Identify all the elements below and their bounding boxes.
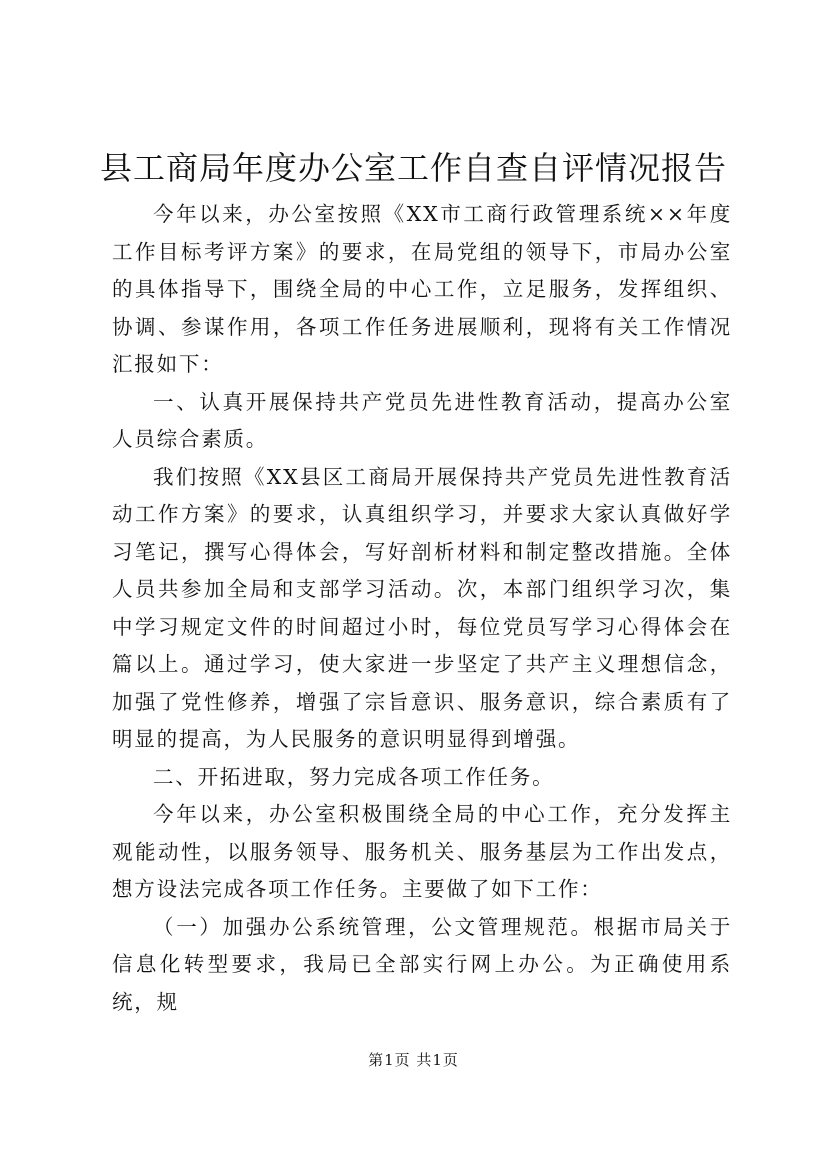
paragraph-intro: 今年以来，办公室按照《XX市工商行政管理系统××年度工作目标考评方案》的要求，在局党组的领导下，市局办公室的具体指导下，围绕全局的中心工作，立足服务，发挥组织、协调、参谋作用，各项工作任务进展顺利，现将有关工作情况汇报如下：: [112, 202, 732, 376]
section-heading-2: 二、开拓进取，努力完成各项工作任务。: [153, 764, 555, 789]
paragraph-work: 今年以来，办公室积极围绕全局的中心工作，充分发挥主观能动性，以服务领导、服务机关、服务基层为工作出发点，想方设法完成各项工作任务。主要做了如下工作：: [112, 802, 732, 901]
document-title: 县工商局年度办公室工作自查自评情况报告: [99, 149, 727, 187]
document-body: [112, 196, 732, 1021]
paragraph-office-system: （一）加强办公系统管理，公文管理规范。根据市局关于信息化转型要求，我局已全部实行网上办公。为正确使用系统，规: [112, 914, 732, 1014]
paragraph-study: 我们按照《XX县区工商局开展保持共产党员先进性教育活动工作方案》的要求，认真组织学习，并要求大家认真做好学习笔记，撰写心得体会，写好剖析材料和制定整改措施。全体人员共参加全局和支部学习活动。次，本部门组织学习次，集中学习规定文件的时间超过小时，每位党员写学习心得体会在篇以上。通过学习，使大家进一步坚定了共产主义理想信念，加强了党性修养，增强了宗旨意识、服务意识，综合素质有了明显的提高，为人民服务的意识明显得到增强。: [112, 464, 732, 751]
section-heading-1: 一、认真开展保持共产党员先进性教育活动，提高办公室人员综合素质。: [112, 389, 732, 451]
page-footer: 第1页 共1页: [368, 1051, 459, 1069]
